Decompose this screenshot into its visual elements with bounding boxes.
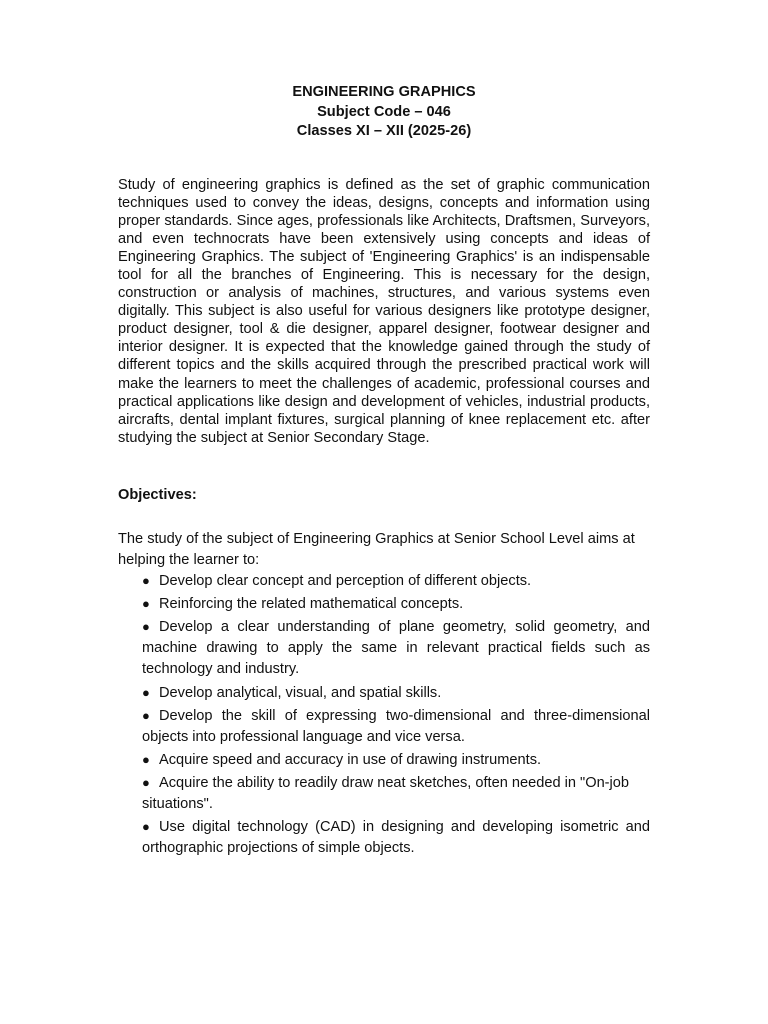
bullet-icon: ● (142, 684, 150, 700)
bullet-icon: ● (142, 573, 150, 588)
document-title: ENGINEERING GRAPHICS (292, 84, 476, 100)
objective-item (142, 772, 650, 815)
objective-text: Acquire speed and accuracy in use of drawing instruments. (159, 751, 542, 768)
objective-item (142, 570, 650, 592)
bullet-icon: ● (142, 775, 150, 791)
objectives-aims: The study of the subject of Engineering Graphics at Senior School Level aims at helping the learner to: (118, 531, 635, 568)
objective-text: Acquire the ability to readily draw neat sketches, often needed in "On-job situations". (142, 775, 630, 813)
objective-item (142, 593, 650, 615)
objective-text: Use digital technology (CAD) in designing and developing isometric and orthographic projections of simple objects. (142, 819, 650, 857)
bullet-icon: ● (142, 596, 150, 612)
bullet-icon: ● (142, 707, 150, 723)
objective-text: Develop analytical, visual, and spatial skills. (159, 684, 442, 701)
subject-code: Subject Code – 046 (317, 103, 451, 120)
objective-item (142, 705, 650, 748)
objectives-heading: Objectives: (118, 487, 197, 503)
document-header (0, 83, 768, 142)
classes-line: Classes XI – XII (2025-26) (296, 123, 472, 139)
intro-paragraph: Study of engineering graphics is defined as the set of graphic communication techniques used to convey the ideas, designs, concepts and information using proper standards. Since ages, professionals like Architects, Draftsmen, Surveyors, and even technocrats have been extensively using concepts and ideas of Engineering Graphics. The subject of 'Engineering Graphics' is an indispensable tool for all the branches of Engineering. This is necessary for the design, construction or analysis of machines, structures, and various systems even digitally. This subject is also useful for various designers like prototype designer, product designer, tool & die designer, apparel designer, footwear designer and interior designer. It is expected that the knowledge gained through the study of different topics and the skills acquired through the prescribed practical work will make the learners to meet the challenges of academic, professional courses and practical applications like design and development of vehicles, industrial products, aircrafts, dental implant fixtures, surgical planning of knee replacement etc. after studying the subject at Senior Secondary Stage. (118, 177, 650, 446)
objective-text: Develop the skill of expressing two-dimensional and three-dimensional objects into professional language and vice versa. (142, 707, 650, 745)
objective-item (142, 749, 650, 771)
objective-item (142, 682, 650, 704)
bullet-icon: ● (142, 619, 150, 635)
objective-item (142, 816, 650, 859)
objective-text: Reinforcing the related mathematical concepts. (159, 596, 464, 613)
objective-item (142, 616, 650, 680)
bullet-icon: ● (142, 751, 150, 767)
bullet-icon: ● (142, 819, 150, 835)
objectives-list (142, 570, 650, 861)
objective-text: Develop a clear understanding of plane geometry, solid geometry, and machine drawing to apply the same in relevant practical fields such as technology and industry. (142, 619, 650, 678)
objective-text: Develop clear concept and perception of different objects. (159, 573, 532, 589)
